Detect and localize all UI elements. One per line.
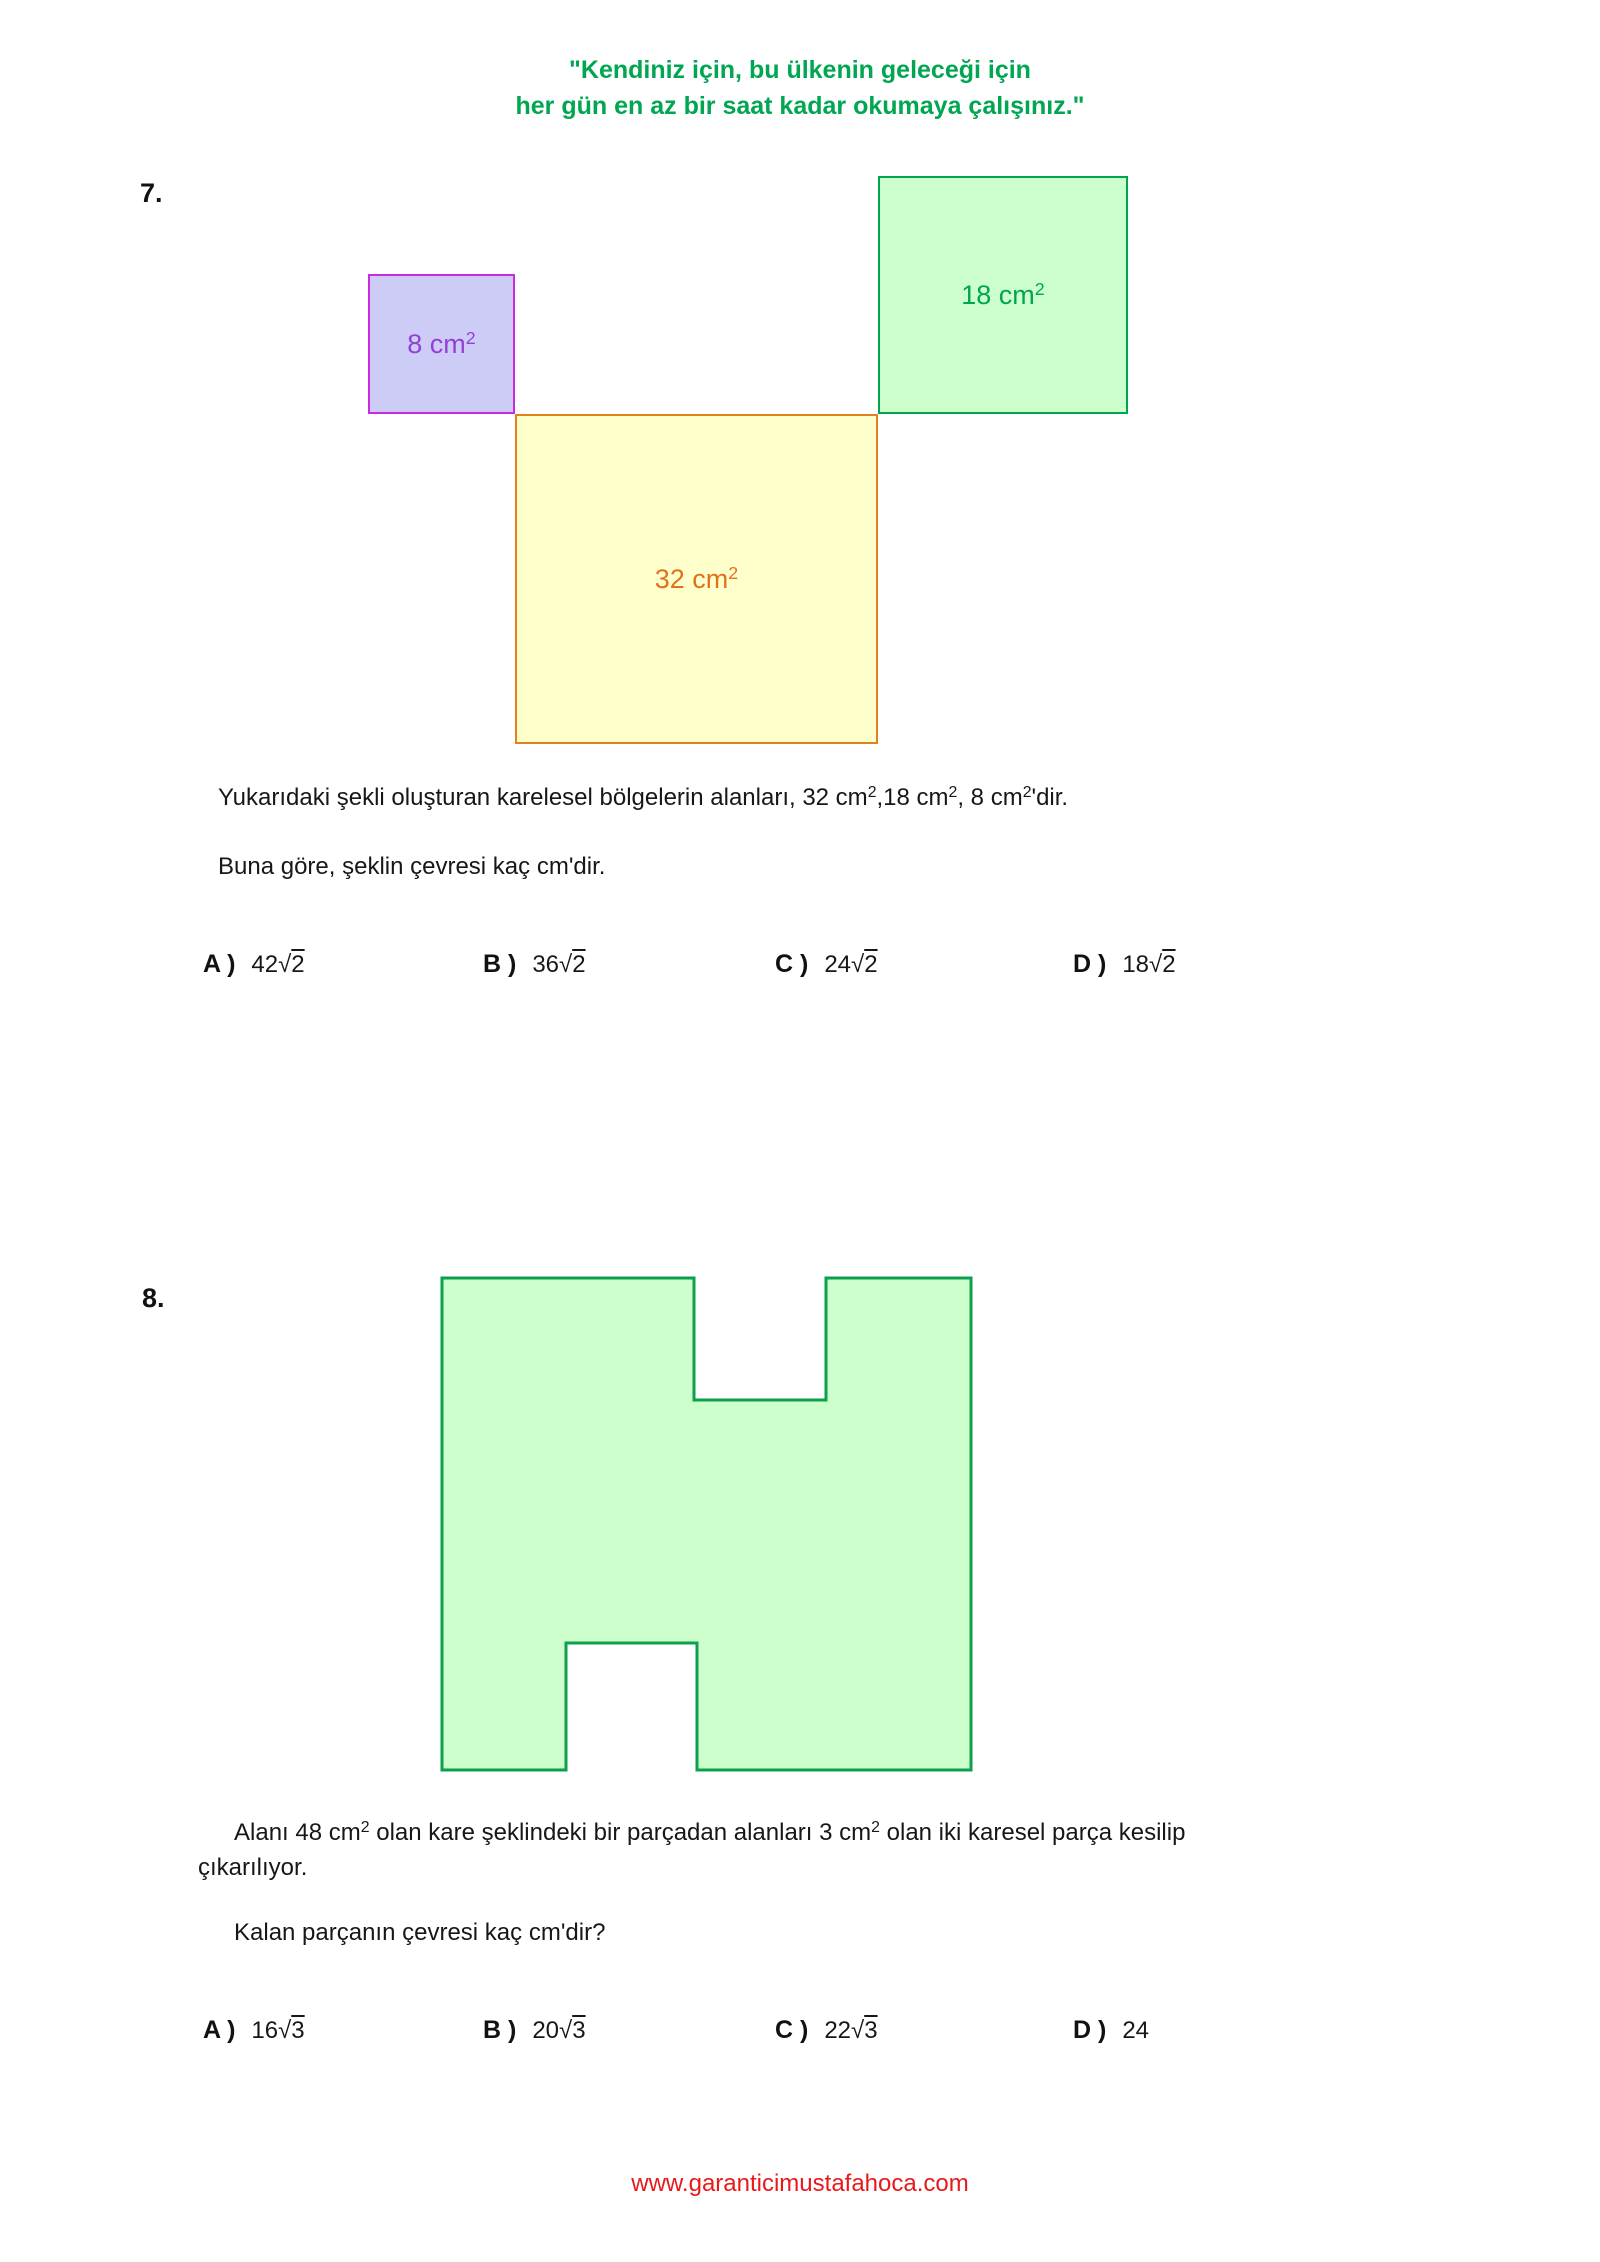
q7-statement-sup3: 2	[1022, 784, 1032, 802]
q7-option-a-value	[251, 951, 304, 979]
q7-square-32cm2-label-text: 32 cm	[654, 563, 729, 594]
q8-option-b-coef: 20	[532, 2017, 560, 2044]
q7-option-a-letter: A )	[203, 950, 236, 978]
q7-option-c-sqrt-icon: √	[851, 951, 865, 978]
q8-option-d-coef: 24	[1122, 2017, 1150, 2044]
q8-option-c-coef: 22	[824, 2017, 852, 2044]
q8-figure-notched-square	[440, 1276, 975, 1774]
q8-option-b-letter: B )	[483, 2016, 517, 2044]
q8-option-c-radicand: 3	[864, 2017, 878, 2044]
q7-option-b-sqrt-icon: √	[559, 951, 573, 978]
q8-option-b	[483, 2016, 586, 2045]
footer-url: www.garanticimustafahoca.com	[631, 2170, 969, 2197]
q8-statement-part3: olan iki karesel parça kesilip	[879, 1819, 1186, 1846]
q8-option-b-radicand: 3	[572, 2017, 586, 2044]
q8-option-b-sqrt-icon: √	[559, 2017, 573, 2044]
q8-option-b-value	[532, 2017, 585, 2045]
q7-square-18cm2-label	[961, 280, 1044, 311]
q7-statement-part2: ,18 cm	[876, 784, 949, 811]
q7-option-c	[775, 950, 878, 979]
q7-option-d-coef: 18	[1122, 951, 1150, 978]
q7-square-8cm2-label-sup: 2	[465, 327, 476, 348]
motivational-quote	[0, 52, 1600, 124]
q7-statement-part1: Yukarıdaki şekli oluşturan karelesel bölgelerin alanları, 32 cm	[218, 784, 868, 811]
q8-statement-sup2: 2	[871, 1819, 880, 1837]
q7-statement	[218, 783, 1068, 813]
quote-line-2: her gün en az bir saat kadar okumaya çalışınız."	[515, 92, 1085, 120]
q7-square-18cm2-label-text: 18 cm	[961, 279, 1035, 310]
q7-option-b-letter: B )	[483, 950, 517, 978]
q8-option-c-value	[824, 2017, 877, 2045]
q8-option-a	[203, 2016, 305, 2045]
question-8-number: 8.	[142, 1283, 165, 1313]
q8-option-a-letter: A )	[203, 2016, 236, 2044]
q7-statement-sup2: 2	[948, 784, 958, 802]
q8-statement-part1: Alanı 48 cm	[234, 1819, 361, 1846]
q7-option-a-sqrt-icon: √	[278, 951, 292, 978]
q7-option-a-radicand: 2	[291, 951, 305, 978]
q7-square-32cm2-label-sup: 2	[728, 562, 739, 583]
q7-square-8cm2	[368, 274, 515, 414]
q7-option-d	[1073, 950, 1176, 979]
q7-square-18cm2-label-sup: 2	[1034, 278, 1045, 299]
q7-option-b-value	[532, 951, 585, 979]
q8-option-d-value	[1122, 2017, 1149, 2045]
q7-option-b-radicand: 2	[572, 951, 586, 978]
q7-option-c-letter: C )	[775, 950, 809, 978]
q7-question: Buna göre, şeklin çevresi kaç cm'dir.	[218, 853, 606, 880]
q7-option-d-value	[1122, 951, 1175, 979]
q7-square-32cm2	[515, 414, 878, 744]
q7-square-8cm2-label-text: 8 cm	[407, 328, 466, 359]
q8-option-d-letter: D )	[1073, 2016, 1107, 2044]
q7-option-b	[483, 950, 586, 979]
q7-square-32cm2-label	[655, 564, 738, 595]
quote-line-1: "Kendiniz için, bu ülkenin geleceği için	[569, 56, 1031, 84]
q8-option-c-sqrt-icon: √	[851, 2017, 865, 2044]
q7-option-c-value	[824, 951, 877, 979]
q8-option-c-letter: C )	[775, 2016, 809, 2044]
q7-option-b-coef: 36	[532, 951, 560, 978]
q8-option-a-coef: 16	[251, 2017, 279, 2044]
q7-square-8cm2-label	[407, 329, 475, 360]
q7-square-18cm2	[878, 176, 1128, 414]
q8-option-a-sqrt-icon: √	[278, 2017, 292, 2044]
q7-option-c-radicand: 2	[864, 951, 878, 978]
q7-statement-part4: 'dir.	[1031, 784, 1069, 811]
q7-option-d-sqrt-icon: √	[1149, 951, 1163, 978]
q7-option-d-letter: D )	[1073, 950, 1107, 978]
q8-statement-line2: çıkarılıyor.	[198, 1854, 308, 1881]
q7-option-a	[203, 950, 305, 979]
q7-option-d-radicand: 2	[1162, 951, 1176, 978]
q8-question: Kalan parçanın çevresi kaç cm'dir?	[234, 1919, 606, 1946]
q8-option-a-value	[251, 2017, 304, 2045]
q8-option-d	[1073, 2016, 1149, 2045]
q8-option-a-radicand: 3	[291, 2017, 305, 2044]
question-7-number: 7.	[140, 178, 163, 208]
q7-statement-sup1: 2	[867, 784, 877, 802]
q7-option-a-coef: 42	[251, 951, 279, 978]
q8-statement-sup1: 2	[360, 1819, 370, 1837]
q8-statement-part2: olan kare şeklindeki bir parçadan alanları 3 cm	[369, 1819, 872, 1846]
q8-statement-line1	[234, 1818, 1185, 1848]
notched-square-polygon	[442, 1278, 971, 1770]
q7-option-c-coef: 24	[824, 951, 852, 978]
q8-option-c	[775, 2016, 878, 2045]
q7-statement-part3: , 8 cm	[957, 784, 1023, 811]
